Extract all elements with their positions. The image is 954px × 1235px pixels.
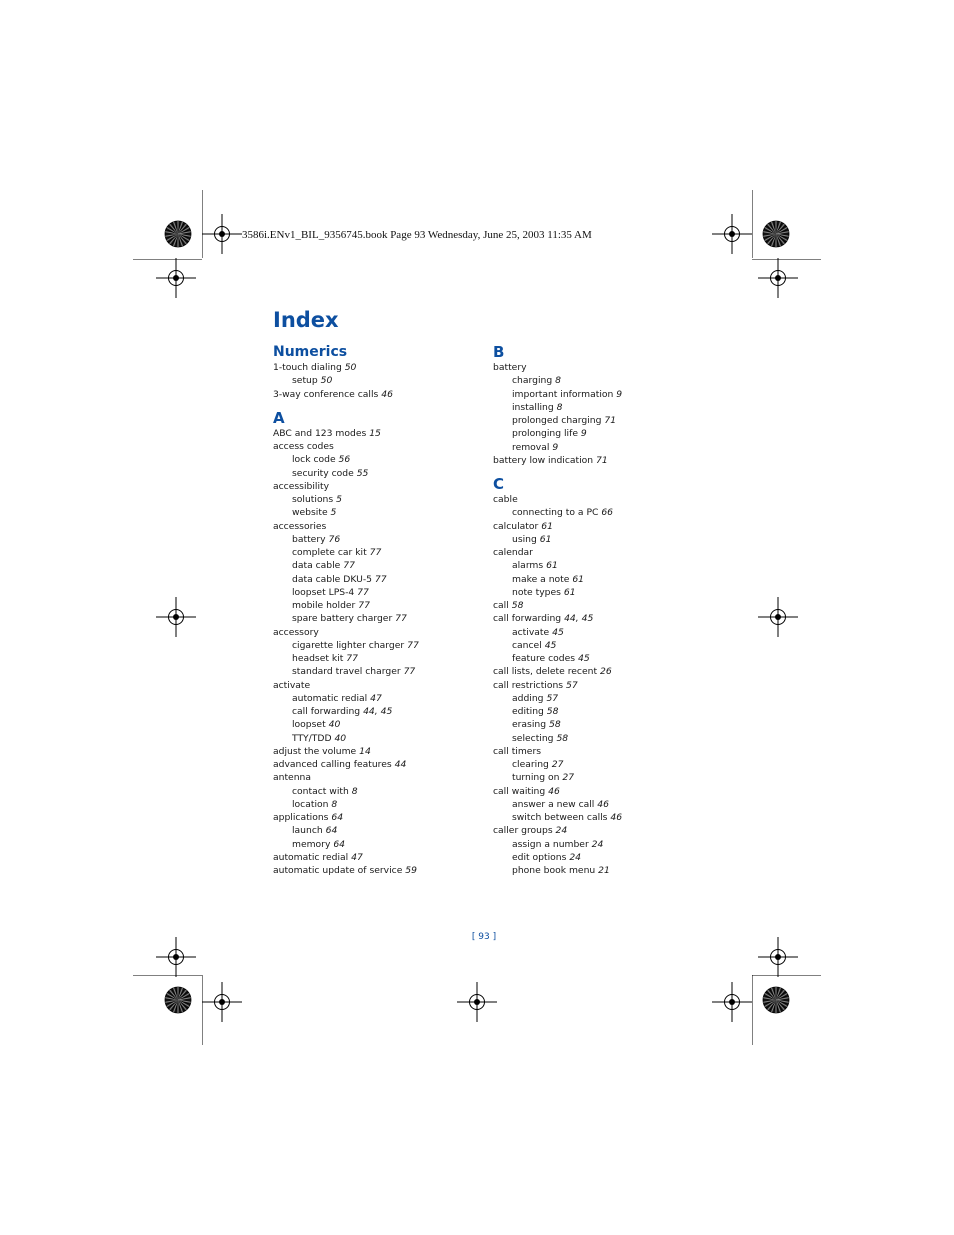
entry-page-ref: 61 [546,560,558,572]
index-entry [493,745,693,758]
entry-page-ref: 76 [328,533,341,545]
entry-term: applications [273,812,329,823]
entry-term: call restrictions [493,679,564,691]
entry-term: edit options [512,851,567,863]
entry-term: battery [292,533,326,545]
registration-crosshair-icon [202,982,242,1022]
registration-crosshair-icon [156,597,196,637]
index-subentry [273,798,473,811]
index-subentry [493,388,693,401]
index-subentry [273,453,473,466]
index-subentry [273,718,473,731]
registration-crosshair-icon [758,937,798,977]
index-subentry [273,824,473,837]
entry-page-ref: 40 [334,732,347,744]
entry-page-ref: 57 [566,679,578,691]
index-entry [493,679,693,692]
entry-term: battery [493,362,527,373]
index-subentry [273,665,473,678]
entry-term: lock code [292,454,336,466]
entry-term: call waiting [493,785,546,797]
entry-term: calendar [493,547,533,558]
index-subentry [273,467,473,480]
entry-page-ref: 77 [357,586,369,598]
entry-term: access codes [273,441,334,452]
index-subentry [493,533,693,546]
entry-term: battery low indication [493,454,594,466]
entry-page-ref: 66 [601,507,614,519]
section-heading: A [273,408,285,427]
entry-term: standard travel charger [292,666,401,678]
entry-page-ref: 9 [552,441,559,453]
index-subentry [493,427,693,440]
entry-term: activate [512,626,550,638]
entry-term: launch [292,825,323,837]
entry-term: adding [512,692,544,704]
index-subentry [493,798,693,811]
index-subentry [493,652,693,665]
entry-term: call [493,600,509,611]
entry-page-ref: 27 [562,772,575,784]
entry-term: TTY/TDD [292,732,332,744]
entry-term: ABC and 123 modes [273,427,367,439]
entry-page-ref: 58 [546,706,559,717]
index-subentry [273,732,473,745]
index-subentry [273,533,473,546]
entry-term: assign a number [512,838,589,850]
index-entry [273,745,473,758]
entry-page-ref: 40 [328,719,341,731]
entry-page-ref: 5 [330,507,337,519]
entry-term: call forwarding [493,613,562,625]
index-subentry [493,732,693,745]
entry-term: using [512,533,537,545]
entry-page-ref: 15 [369,427,381,439]
index-subentry [273,559,473,572]
entry-page-ref: 9 [580,428,587,440]
entry-page-ref: 50 [344,362,357,373]
entry-term: switch between calls [512,812,608,823]
entry-term: accessory [273,626,319,638]
index-entry [273,626,473,639]
index-column-right [493,343,693,877]
index-subentry [273,838,473,851]
entry-term: prolonging life [512,428,578,440]
entry-term: phone book menu [512,865,596,876]
entry-page-ref: 8 [556,401,563,413]
index-entry [273,388,473,401]
index-entry [493,520,693,533]
star-target-icon [164,986,192,1014]
entry-page-ref: 77 [369,547,382,558]
entry-term: call forwarding [292,706,361,717]
entry-page-ref: 26 [599,666,612,678]
entry-page-ref: 61 [572,573,585,585]
index-entry [273,679,473,692]
entry-term: note types [512,586,561,598]
entry-term: automatic update of service [273,865,403,876]
index-subentry [493,838,693,851]
index-subentry [273,612,473,625]
entry-page-ref: 59 [405,865,417,876]
index-entry [273,480,473,493]
entry-term: advanced calling features [273,759,392,770]
star-target-icon [164,220,192,248]
entry-page-ref: 55 [356,467,369,479]
registration-crosshair-icon [712,982,752,1022]
entry-term: solutions [292,494,334,505]
index-subentry [493,559,693,572]
entry-term: important information [512,388,614,400]
registration-crosshair-icon [202,214,242,254]
index-subentry [493,639,693,652]
index-entry [493,785,693,798]
index-subentry [493,441,693,454]
entry-page-ref: 58 [556,732,569,744]
index-entry [273,771,473,784]
entry-term: spare battery charger [292,613,393,625]
index-subentry [273,599,473,612]
entry-term: loopset [292,719,326,731]
index-subentry [273,573,473,586]
entry-term: security code [292,467,354,479]
entry-term: connecting to a PC [512,507,599,519]
crop-line [752,190,753,258]
index-subentry [273,652,473,665]
index-entry [273,758,473,771]
registration-crosshair-icon [156,937,196,977]
index-subentry [493,586,693,599]
entry-page-ref: 46 [548,785,560,797]
star-target-icon [762,220,790,248]
entry-page-ref: 64 [331,812,344,823]
entry-term: activate [273,679,311,691]
entry-page-ref: 64 [333,838,346,850]
entry-term: clearing [512,759,549,770]
crop-line [752,975,753,1045]
entry-page-ref: 45 [544,639,557,651]
entry-page-ref: 44, 45 [363,706,393,717]
entry-page-ref: 45 [577,653,590,664]
entry-term: adjust the volume [273,745,357,757]
entry-term: cancel [512,639,542,651]
index-subentry [493,718,693,731]
entry-term: caller groups [493,825,553,837]
index-entry [273,427,473,440]
entry-page-ref: 24 [569,851,582,863]
entry-term: answer a new call [512,798,595,810]
index-entry [493,454,693,467]
entry-term: selecting [512,732,554,744]
entry-page-ref: 44 [394,759,407,770]
entry-page-ref: 77 [395,613,407,625]
section-gap [273,401,473,409]
index-subentry [273,692,473,705]
print-header: 3586i.ENv1_BIL_9356745.book Page 93 Wednesday, June 25, 2003 11:35 AM [242,229,592,241]
index-subentry [493,573,693,586]
entry-page-ref: 61 [563,586,576,598]
registration-crosshair-icon [712,214,752,254]
entry-term: headset kit [292,653,344,664]
index-subentry [493,506,693,519]
entry-term: removal [512,441,550,453]
entry-page-ref: 5 [336,494,342,505]
index-entry [273,361,473,374]
entry-term: feature codes [512,653,576,664]
entry-page-ref: 61 [539,533,552,545]
entry-page-ref: 61 [541,520,553,532]
entry-page-ref: 77 [403,666,416,678]
entry-term: calculator [493,520,539,532]
entry-term: memory [292,838,331,850]
index-subentry [273,639,473,652]
index-entry [493,546,693,559]
entry-term: accessibility [273,480,330,492]
index-subentry [273,493,473,506]
index-entry [273,440,473,453]
entry-page-ref: 77 [374,573,387,585]
star-target-icon [762,986,790,1014]
entry-page-ref: 46 [597,798,609,810]
entry-page-ref: 71 [596,454,608,466]
entry-term: erasing [512,719,547,731]
entry-page-ref: 50 [320,375,333,387]
entry-term: prolonged charging [512,415,602,426]
section-gap [493,467,693,475]
entry-term: charging [512,375,553,387]
entry-term: editing [512,706,544,717]
index-entry [493,824,693,837]
entry-page-ref: 24 [555,825,568,837]
entry-term: 3-way conference calls [273,388,379,400]
entry-page-ref: 8 [331,798,338,810]
index-entry [273,851,473,864]
entry-page-ref: 77 [346,653,358,664]
entry-term: call timers [493,745,542,757]
index-subentry [493,705,693,718]
entry-page-ref: 45 [552,626,564,638]
index-entry [273,520,473,533]
entry-term: data cable DKU-5 [292,573,372,585]
index-subentry [493,851,693,864]
registration-crosshair-icon [457,982,497,1022]
index-entry [273,811,473,824]
entry-page-ref: 46 [381,388,393,400]
entry-page-ref: 46 [610,812,623,823]
index-entry [493,665,693,678]
entry-term: turning on [512,772,560,784]
entry-page-ref: 77 [343,560,355,572]
entry-page-ref: 56 [338,454,351,466]
index-subentry [493,771,693,784]
entry-page-ref: 58 [511,600,524,611]
index-subentry [273,506,473,519]
entry-page-ref: 58 [548,719,561,731]
index-subentry [493,414,693,427]
entry-term: accessories [273,520,327,532]
index-entry [493,612,693,625]
index-subentry [273,785,473,798]
entry-term: contact with [292,785,349,797]
entry-term: automatic redial [292,692,368,704]
page-title: Index [273,308,339,332]
registration-crosshair-icon [156,258,196,298]
entry-page-ref: 71 [604,415,617,426]
registration-crosshair-icon [758,258,798,298]
entry-term: cable [493,494,518,505]
entry-term: complete car kit [292,547,367,558]
entry-term: cigarette lighter charger [292,639,405,651]
index-entry [493,361,693,374]
index-subentry [493,401,693,414]
entry-page-ref: 44, 45 [564,613,594,625]
entry-page-ref: 14 [359,745,371,757]
entry-term: website [292,507,328,519]
entry-term: call lists, delete recent [493,666,598,678]
entry-page-ref: 21 [598,865,610,876]
section-heading: B [493,343,505,361]
index-entry [273,864,473,877]
entry-page-ref: 27 [551,759,564,770]
entry-page-ref: 47 [351,851,363,863]
entry-term: 1-touch dialing [273,362,342,373]
index-subentry [493,864,693,877]
index-subentry [273,586,473,599]
entry-term: mobile holder [292,600,356,611]
entry-page-ref: 8 [351,785,358,797]
entry-page-ref: 8 [555,375,561,387]
entry-page-ref: 64 [325,825,338,837]
entry-term: automatic redial [273,851,349,863]
entry-page-ref: 24 [591,838,604,850]
index-subentry [273,705,473,718]
entry-term: setup [292,375,318,387]
registration-crosshair-icon [758,597,798,637]
index-subentry [273,546,473,559]
entry-term: antenna [273,772,311,784]
entry-term: installing [512,401,554,413]
index-subentry [273,374,473,387]
index-column-left [273,343,473,877]
index-subentry [493,758,693,771]
entry-page-ref: 47 [370,692,382,704]
entry-term: location [292,798,329,810]
entry-term: make a note [512,573,570,585]
index-subentry [493,374,693,387]
entry-term: loopset LPS-4 [292,586,355,598]
page-number: [ 93 ] [471,932,497,942]
section-heading: C [493,475,505,493]
entry-term: data cable [292,560,341,572]
index-subentry [493,811,693,824]
entry-page-ref: 77 [358,600,370,611]
index-entry [493,493,693,506]
entry-page-ref: 77 [407,639,419,651]
entry-page-ref: 9 [616,388,623,400]
index-subentry [493,692,693,705]
section-heading: Numerics [273,344,348,360]
entry-page-ref: 57 [546,692,559,704]
index-subentry [493,626,693,639]
entry-term: alarms [512,560,544,572]
index-entry [493,599,693,612]
